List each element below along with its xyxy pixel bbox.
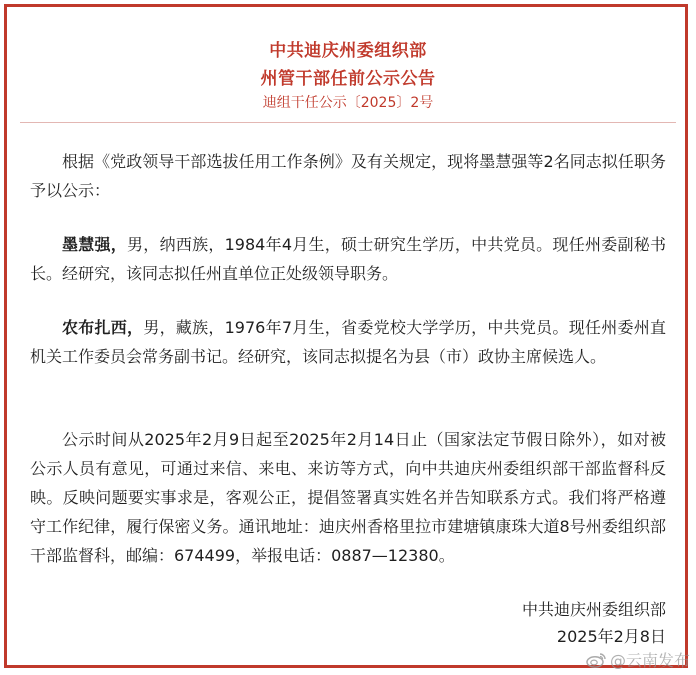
candidate-name: 墨慧强， [62, 235, 128, 254]
announcement-title: 州管干部任前公示公告 [260, 69, 436, 89]
watermark-text: @云南发布 [609, 651, 690, 670]
candidate-paragraph-1 [30, 230, 666, 288]
watermark [586, 648, 690, 671]
notice-paragraph: 公示时间从2025年2月9日起至2025年2月14日止（国家法定节假日除外），如对被公示人员有意见，可通过来信、来电、来访等方式，向中共迪庆州委组织部干部监督科反映。反映问题要实事求是，客观公正，提倡签署真实姓名并告知联系方式。我们将严格遵守工作纪律，履行保密义务。通讯地址：迪庆州香格里拉市建塘镇康珠大道8号州委组织部干部监督科，邮编：674499，举报电话：0887—12380。 [30, 430, 666, 565]
header-divider [20, 122, 676, 123]
candidate-paragraph-2 [30, 313, 666, 371]
candidate-details: 男，纳西族，1984年4月生，硕士研究生学历，中共党员。现任州委副秘书长。经研究，该同志拟任州直单位正处级领导职务。 [30, 235, 666, 283]
intro-paragraph: 根据《党政领导干部选拔任用工作条例》及有关规定，现将墨慧强等2名同志拟任职务予以公示： [30, 152, 666, 200]
signature-date: 2025年2月8日 [556, 627, 666, 646]
weibo-icon [586, 652, 606, 668]
document-number: 迪组干任公示〔2025〕2号 [262, 95, 434, 111]
issuing-org-title: 中共迪庆州委组织部 [269, 41, 427, 61]
candidate-name: 农布扎西， [62, 318, 144, 337]
signature-org: 中共迪庆州委组织部 [521, 600, 666, 619]
candidate-details: 男，藏族，1976年7月生，省委党校大学学历，中共党员。现任州委州直机关工作委员会常务副书记。经研究，该同志拟提名为县（市）政协主席候选人。 [30, 318, 666, 366]
